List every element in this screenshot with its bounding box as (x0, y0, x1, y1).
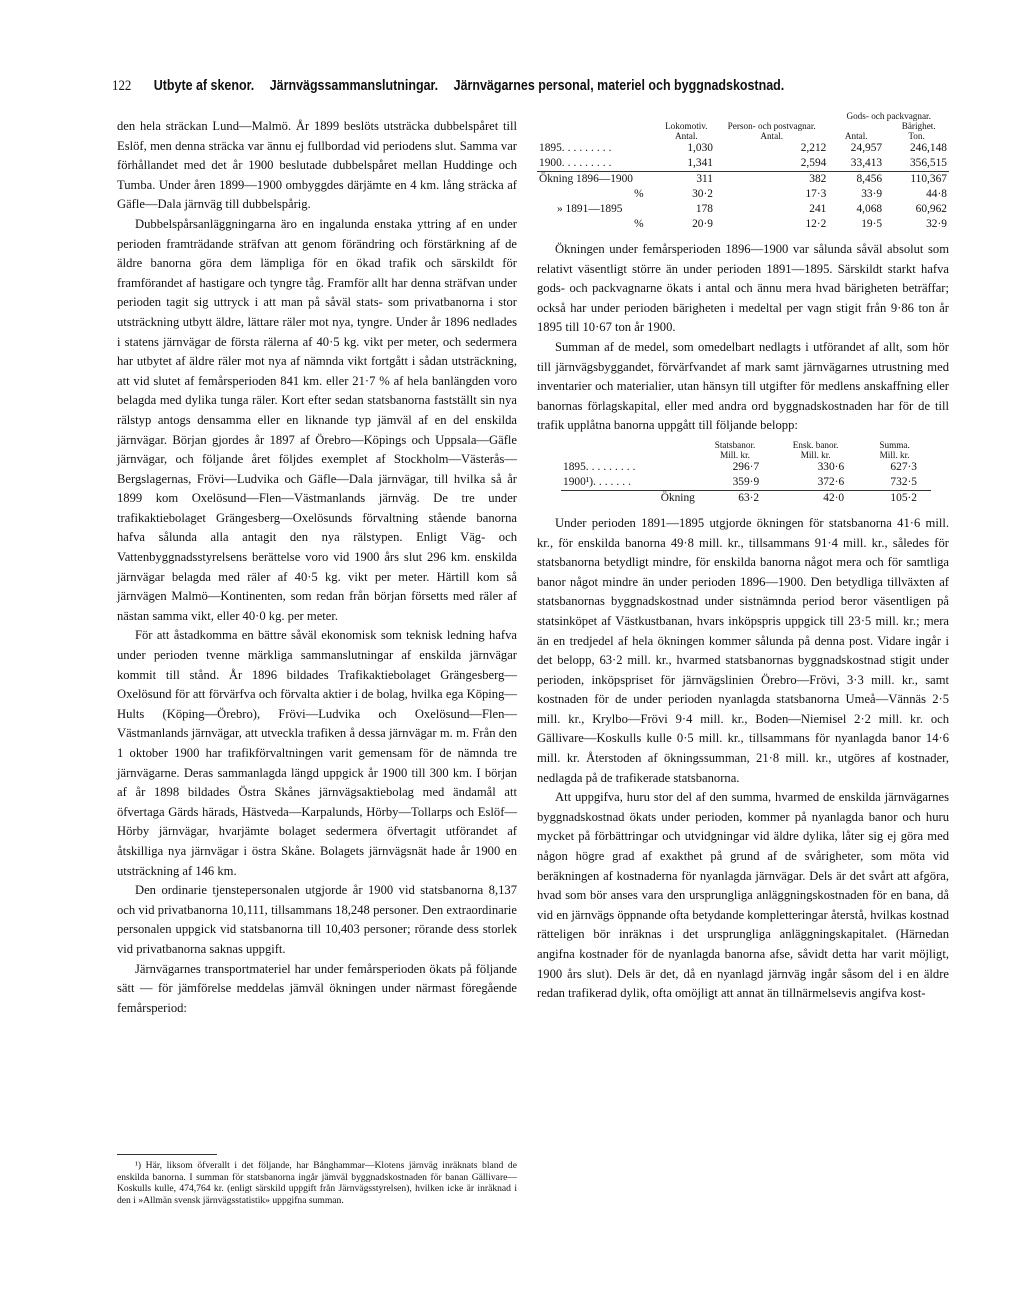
col-header: Ensk. banor. (792, 439, 839, 450)
unit-label: Ton. (908, 131, 925, 141)
paragraph: Den ordinarie tjenstepersonalen utgjorde år 1900 vid statsbanorna 8,137 och vid privatbanorna 10,111, tillsammans 18,248 personer. Den extraordinarie personalen uppgick vid statsbanorna till 10,403 personer; rörande dess storlek vid privatbanorna saknas uppgift. (117, 883, 517, 956)
unit-label: Mill. kr. (720, 449, 750, 460)
construction-cost-table (561, 440, 931, 506)
paragraph: För att åstadkomma en bättre såväl ekonomisk som teknisk ledning hafva under perioden tvenne märkliga sammanslutningar af enskilda järnvägar kommit till stånd. År 1896 bildades Trafikaktiebolaget Grängesberg—Oxelösund för att förvärfva och förvalta aktier i de bolag, hvilka ega Köping—Hults (Köping—Örebro), Frövi—Ludvika och Oxelösund—Flen—Västmanlands järnvägar, att utveckla trafiken å dessa järnvägar m. m. Från den 1 oktober 1900 har trafikförvaltningen varit gemensam för de nämnda tre järnvägarne. Deras sammanlagda längd uppgick år 1900 till 300 km. I början af år 1898 bildades Östra Skånes järnvägsaktiebolag med ändamål att öfvertaga Gärds härads, Hästveda—Karpalunds, Hörby—Tollarps och Eslöf—Hörby järnvägar, hvarjämte bolaget sedermera öfvertagit utförandet af åtskilliga nya järnvägar i östra Skåne. Bolagets järnvägsnät hade år 1900 en utsträckning af 146 km. (117, 628, 517, 878)
paragraph: Järnvägarnes transportmateriel har under femårsperioden ökats på följande sätt — för jämförelse meddelas jämväl ökningen under närmast föregående femårsperiod: (117, 961, 517, 1015)
col-header: Statsbanor. (714, 439, 756, 450)
rolling-stock-table (537, 111, 949, 232)
paragraph: Under perioden 1891—1895 utgjorde ökningen för statsbanorna 41·6 mill. kr., för enskilda banorna 49·8 mill. kr., tillsammans 91·4 mill. kr., således för statsbanorna betydligt mindre, för enskilda banorna något mera och för samtliga banor något mindre än under perioden 1896—1900. Den betydliga tillväxten af statsbanornas byggnadskostnad under sistnämnda period beror väsentligen på statsinköpet af Västkustbanan, hvars inköpspris uppgick till 23·5 mill. kr.; mera än en tredjedel af hela ökningen kommer sålunda på denna post. Vidare ingår i det belopp, 63·2 mill. kr., hvarmed statsbanornas byggnadskostnad stigit under perioden, inköpspriset för järnvägslinien Örebro—Frövi, 3·3 mill. kr., samt kostnaden för de under perioden nyanlagda statsbanorna Umeå—Vännäs 2·5 mill. kr., Krylbo—Frövi 9·4 mill. kr., Boden—Niemisel 2·2 mill. kr. och Gällivare—Koskulls kulle 0·5 mill. kr., tillsammans för nyanlagda banor 14·6 mill. kr. Återstoden af ökningssumman, 21·8 mill. kr., utgöres af kostnader, nedlagda på de trafikerade statsbanorna. (537, 515, 949, 785)
running-header (112, 78, 800, 95)
col-header: Lokomotiv. (665, 121, 708, 131)
paragraph: Ökningen under femårsperioden 1896—1900 var sålunda såväl absolut som relativt väsentligt större än under perioden 1891—1895. Särskildt starkt hafva gods- och packvagnarne ökats i antal och ännu mera hvad bärigheten beträffar; också har under perioden bärigheten i medeltal per vagn stigit från 9·86 ton år 1895 till 10·67 ton år 1900. (537, 242, 949, 335)
col-header: Person- och postvagnar. (727, 121, 816, 131)
table-row: Ökning 1896—1900 311 382 8,456 110,367 (539, 173, 947, 185)
footnote (117, 1160, 517, 1206)
page-number: 122 (112, 78, 132, 94)
unit-label: Antal. (844, 131, 868, 141)
table-row: 1895......... 296·7 330·6 627·3 (563, 460, 917, 473)
footnote-text: ¹) Här, liksom öfverallt i det följande, har Bånghammar—Klotens järnväg inräknats bland de enskilda banorna. I summan för statsbanorna ingår jämväl byggnadskostnaden för banan Gällivare—Koskulls kulle, 474,764 kr. (enligt särskild uppgift från Järnvägsstyrelsen), hvilken icke är inräknad i den i »Allmän svensk järnvägsstatistik» uppgifna summan. (117, 1160, 517, 1206)
table-row: % 30·2 17·3 33·9 44·8 (634, 188, 947, 200)
right-column (537, 111, 949, 1004)
unit-label: Antal. (760, 131, 784, 141)
left-column (117, 117, 517, 1018)
paragraph: Dubbelspårsanläggningarna äro en ingalunda enstaka yttring af en under perioden framträdande sträfvan att genom förändring och förstärkning af de äldre banorna göra dem lämpliga för en ökad trafik och särskildt för framförandet af hastigare och tyngre tåg. Framför allt har denna sträfvan under perioden tagit sig uttryck i att man på såväl stats- som privatbanorna i stor utsträckning utbytt äldre, lättare räler mot nya, tyngre. Under år 1896 nedlades i statens järnvägar de första rälerna af 40·5 kg. vikt per meter, och sedermera har utbytet af äldre räler mot nya af nämnda vikt fortgått i sådan utsträckning, att vid slutet af femårsperioden 841 km. eller 21·7 % af hela banlängden voro belagda med dylika tunga räler. Kort efter sedan statsbanorna fastställt sin nya rälstyp antogs densamma eller en liknande typ jämväl af en del enskilda järnvägar. Början gjordes år 1897 af Örebro—Köpings och Uppsala—Gäfle järnvägar, och följande året följdes exemplet af Stockholm—Västerås—Bergslagernas, Frövi—Ludvika och Gäfle—Dala järnvägar, till hvilka så år 1899 kom Oxelösund—Flen—Västmanlands järnväg. De tre under trafikaktiebolaget Grängesberg—Oxelösunds förvaltning stående banorna hafva sålunda alla antagit den nya rälstypen. Enligt Väg- och Vattenbyggnadsstyrelsens berättelse voro vid 1900 års slut 296 km. enskilda järnvägar belagda med räler af 40·5 kg. vikt per meter. Härtill kom så järnvägen Malmö—Kontinenten, som redan från början försetts med räler af nästan samma vikt, eller 40·0 kg. per meter. (117, 216, 517, 623)
header-section-1: Utbyte af skenor. (153, 78, 255, 94)
unit-label: Antal. (674, 131, 698, 141)
table-row: % 20·9 12·2 19·5 32·9 (634, 218, 947, 230)
col-header: Summa. (879, 439, 910, 450)
unit-label: Mill. kr. (800, 449, 831, 460)
header-section-2: Järnvägssammanslutningar. (269, 78, 439, 94)
table-row: 1895......... 1,030 2,212 24,957 246,148 (539, 142, 947, 154)
table-row: 1900......... 1,341 2,594 33,413 356,515 (539, 157, 947, 169)
table-row: Ökning 63·2 42·0 105·2 (561, 490, 931, 506)
paragraph: Summan af de medel, som omedelbart nedlagts i utförandet af allt, som hör till järnvägsbyggandet, förvärfvandet af mark samt järnvägarnes utrustning med inventarier och materialier, utan hänsyn till utgifter för medlens anskaffning eller banornas förlagskapital, eller med andra ord byggnadskostnaden har för de till trafik upplåtna banorna uppgått till följande belopp: (537, 339, 949, 433)
paragraph: den hela sträckan Lund—Malmö. År 1899 beslöts utsträcka dubbelspåret till Eslöf, men denna sträcka var ännu ej fullbordad vid periodens slut. Samma var förhållandet med det år 1900 beslutade dubbelspåret mellan Huddinge och Tumba. Under åren 1899—1900 ombyggdes därjämte en 4 km. lång sträcka af Gäfle—Dala järnväg till dubbelspårig. (117, 119, 517, 212)
header-section-3: Järnvägarnes personal, materiel och byggnadskostnad. (453, 78, 785, 94)
paragraph: Att uppgifva, huru stor del af den summa, hvarmed de enskilda järnvägarnes byggnadskostnad ökats under perioden, kommer på nyanlagda banor och huru mycket på förbättringar och utvidgningar vid äldre dylika, låter sig ej göra med någon högre grad af exakthet på grund af de svårigheter, som möta vid beräkningen af kostnaderna för nyanlagda järnvägar. Dels är det svårt att afgöra, hvad som bör anses vara den ursprungliga anläggningskostnaden för en bana, då vid en järnvägs öppnande ofta betydande kompletteringar återstå, hvilkas kostnad rätteligen bör inräknas i det ursprungliga anläggningskapitalet. (Härnedan angifna kostnader för de nyanlagda banorna afse, såvidt detta har varit möjligt, 1900 års slut). Dels är det, då en nyanlagd järnväg ingår såsom del i en äldre redan trafikerad dylik, ofta omöjligt att annat än tillnärmelsevis angifva kost- (537, 790, 949, 1001)
unit-label: Mill. kr. (879, 449, 910, 460)
footnote-rule (117, 1154, 217, 1155)
table-row: 1900¹)....... 359·9 372·6 732·5 (563, 475, 917, 488)
col-header: Gods- och packvagnar. Bärighet. (846, 111, 936, 131)
table-row: » 1891—1895 178 241 4,068 60,962 (557, 203, 947, 215)
